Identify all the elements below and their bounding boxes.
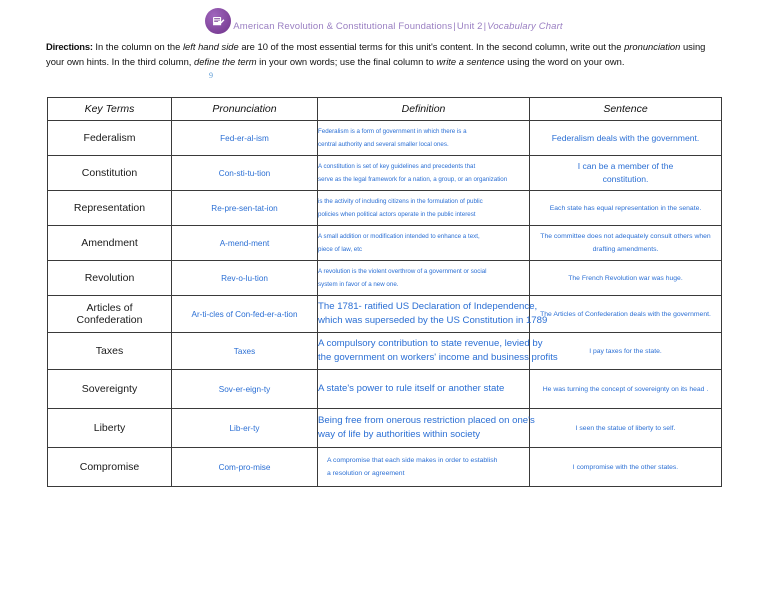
table-row <box>48 226 722 261</box>
column-header-pronunciation: Pronunciation <box>172 98 318 121</box>
cell-sentence[interactable]: I pay taxes for the state. <box>530 333 722 370</box>
cell-key-term: Liberty <box>48 409 172 448</box>
cell-definition[interactable] <box>318 121 530 156</box>
cell-sentence[interactable]: I seen the statue of liberty to self. <box>530 409 722 448</box>
cell-key-term: Revolution <box>48 261 172 296</box>
definition-line: piece of law, etc <box>318 246 363 253</box>
cell-pronunciation[interactable]: Con-sti-tu-tion <box>172 156 318 191</box>
cell-pronunciation[interactable]: Fed-er-al-ism <box>172 121 318 156</box>
column-header-key-terms: Key Terms <box>48 98 172 121</box>
table-row <box>48 448 722 487</box>
directions-label: Directions: <box>46 41 93 52</box>
table-row <box>48 370 722 409</box>
table-row <box>48 261 722 296</box>
cell-key-term: Representation <box>48 191 172 226</box>
definition-line: policies when political actors operate in the public interest <box>318 211 476 218</box>
cell-pronunciation[interactable]: A-mend-ment <box>172 226 318 261</box>
table-row <box>48 191 722 226</box>
header-unit: Unit 2 <box>456 21 483 32</box>
cell-sentence[interactable]: The Articles of Confederation deals with the government. <box>530 296 722 333</box>
definition-line: A constitution is set of key guidelines and precedents that <box>318 163 476 170</box>
table-header <box>48 98 722 121</box>
directions-part-3: using your own hints. In the third column, <box>46 41 706 67</box>
header-title-main: American Revolution & Constitutional Foundations <box>233 21 453 32</box>
definition-line: A compulsory contribution to state revenue, levied by <box>318 337 543 349</box>
cell-sentence[interactable]: The French Revolution war was huge. <box>530 261 722 296</box>
header-separator-2: | <box>483 21 487 32</box>
definition-line: A state's power to rule itself or another state <box>318 382 505 394</box>
cell-key-term: Federalism <box>48 121 172 156</box>
book-pencil-logo-icon <box>205 8 231 34</box>
cell-pronunciation[interactable]: Lib-er-ty <box>172 409 318 448</box>
cell-sentence[interactable] <box>530 156 722 191</box>
header-title-italic: Vocabulary Chart <box>487 21 563 32</box>
column-header-definition: Definition <box>318 98 530 121</box>
column-header-sentence: Sentence <box>530 98 722 121</box>
directions-emphasis-1: left hand side <box>182 41 239 52</box>
directions-emphasis-3: define the term <box>194 55 257 67</box>
directions-emphasis-4: write a sentence <box>436 55 505 67</box>
cell-definition[interactable] <box>318 191 530 226</box>
cell-sentence[interactable]: Each state has equal representation in the senate. <box>530 191 722 226</box>
definition-line: serve as the legal framework for a nation, a group, or an organization <box>318 176 508 183</box>
definition-line: Federalism is a form of government in which there is a <box>318 128 467 135</box>
cell-key-term: Constitution <box>48 156 172 191</box>
definition-line: A revolution is the violent overthrow of a government or social <box>318 268 487 275</box>
sentence-line: I can be a member of the <box>577 161 674 171</box>
sentence-line: constitution. <box>602 174 649 184</box>
cell-key-term: Amendment <box>48 226 172 261</box>
cell-pronunciation[interactable]: Ar-ti-cles of Con-fed-er-a-tion <box>172 296 318 333</box>
cell-key-term: Taxes <box>48 333 172 370</box>
definition-line: is the activity of including citizens in the formulation of public <box>318 198 483 205</box>
key-term-line: Confederation <box>76 314 143 326</box>
sentence-line: The committee does not adequately consult others when <box>540 233 711 240</box>
definition-line: system in favor of a new one. <box>318 281 399 288</box>
definition-line: the government on workers' income and business profits <box>318 352 558 363</box>
cell-sentence[interactable] <box>530 226 722 261</box>
cell-definition[interactable] <box>318 296 548 333</box>
directions-paragraph <box>46 40 724 80</box>
cell-definition[interactable] <box>318 409 535 448</box>
table-row <box>48 296 722 333</box>
cell-definition[interactable] <box>318 333 558 370</box>
table-body <box>48 121 722 487</box>
table-row <box>48 409 722 448</box>
cell-definition[interactable] <box>318 261 530 296</box>
directions-part-4: in your own words; use the final column to <box>256 55 437 67</box>
cell-definition[interactable] <box>318 370 530 409</box>
cell-key-term: Sovereignty <box>48 370 172 409</box>
cell-definition[interactable] <box>318 226 530 261</box>
definition-line: A small addition or modification intended to enhance a text, <box>318 233 480 240</box>
directions-emphasis-2: pronunciation <box>624 41 681 52</box>
cell-pronunciation[interactable]: Taxes <box>172 333 318 370</box>
definition-line: way of life by authorities within society <box>318 429 481 440</box>
directions-part-1: In the column on the <box>92 41 183 52</box>
vocabulary-chart-table <box>47 97 722 487</box>
cell-sentence[interactable]: Federalism deals with the government. <box>530 121 722 156</box>
table-row <box>48 156 722 191</box>
cell-pronunciation[interactable]: Re-pre-sen-tat-ion <box>172 191 318 226</box>
table-header-row <box>48 98 722 121</box>
sentence-line: drafting amendments. <box>592 246 659 253</box>
definition-line: A compromise that each side makes in order to establish <box>327 457 498 464</box>
cell-definition[interactable] <box>318 156 530 191</box>
cell-definition[interactable] <box>318 448 530 487</box>
cell-pronunciation[interactable]: Sov-er-eign-ty <box>172 370 318 409</box>
directions-part-2: are 10 of the most essential terms for this unit's content. In the second column, write out the <box>238 41 625 52</box>
table-row <box>48 333 722 370</box>
table-row <box>48 121 722 156</box>
header-title <box>233 21 562 34</box>
document-header <box>0 8 768 34</box>
cell-sentence[interactable]: I compromise with the other states. <box>530 448 722 487</box>
header-separator-1: | <box>453 21 456 32</box>
definition-line: which was superseded by the US Constitution in 1789 <box>318 315 548 326</box>
cell-key-term <box>48 296 172 333</box>
definition-line: central authority and several smaller local ones. <box>318 141 449 148</box>
definition-line: Being free from onerous restriction placed on one's <box>318 414 535 426</box>
cell-pronunciation[interactable]: Com-pro-mise <box>172 448 318 487</box>
text-cursor-marker: 9 <box>209 71 213 80</box>
definition-line: The 1781- ratified US Declaration of Independence, <box>318 300 538 312</box>
cell-sentence[interactable]: He was turning the concept of sovereignty on its head . <box>530 370 722 409</box>
directions-part-5: using the word on your own. <box>504 55 625 67</box>
cell-key-term: Compromise <box>48 448 172 487</box>
key-term-line: Articles of <box>86 301 133 314</box>
cell-pronunciation[interactable]: Rev-o-lu-tion <box>172 261 318 296</box>
definition-line: a resolution or agreement <box>327 470 405 477</box>
